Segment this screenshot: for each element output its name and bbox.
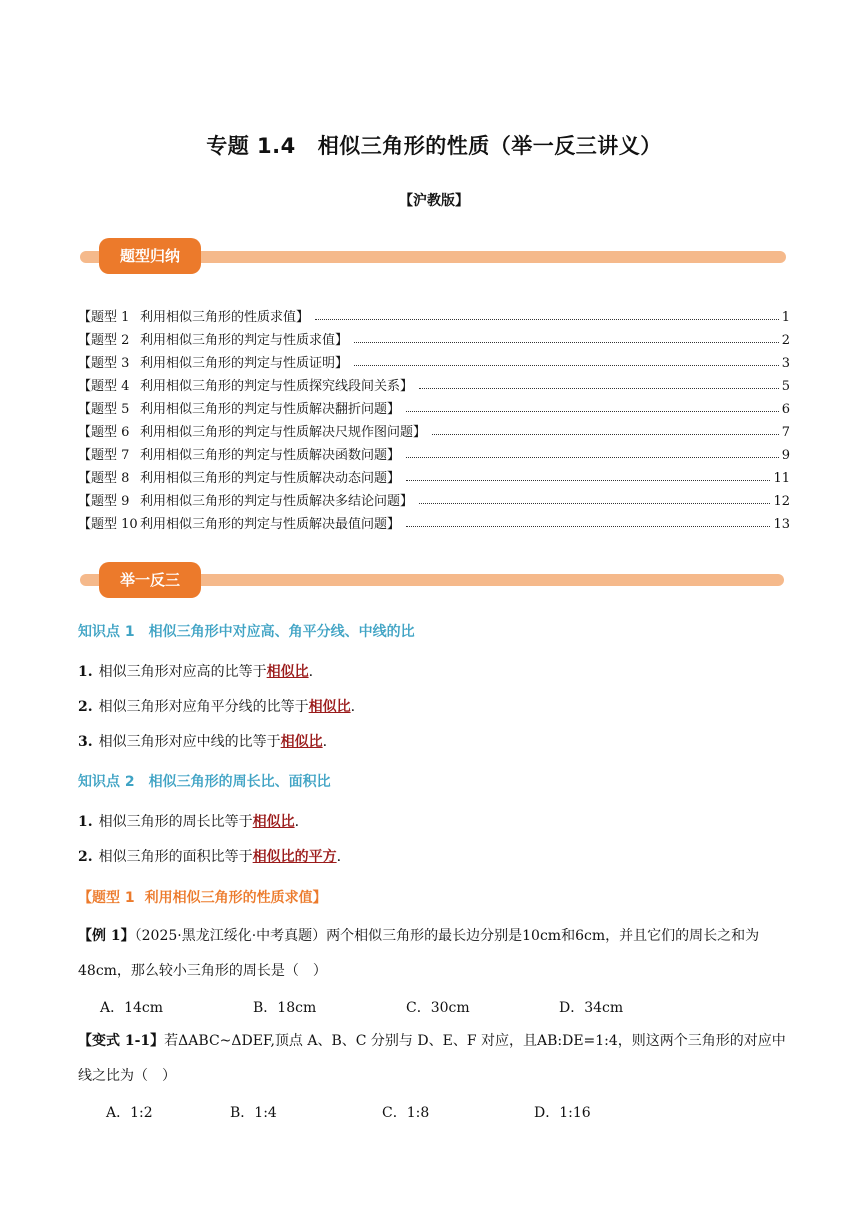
item-highlight: 相似比 (280, 734, 323, 750)
list-item (78, 811, 299, 831)
toc-num: 【题型 1 (78, 310, 130, 325)
toc-leader (419, 503, 770, 504)
item-end: . (336, 849, 342, 865)
option-a[interactable]: A．1:2 (106, 1105, 153, 1121)
item-number: 2. (78, 699, 93, 715)
toc-text: 利用相似三角形的判定与性质证明】 (140, 356, 349, 371)
toc-num: 【题型 8 (78, 471, 130, 486)
toc-page: 5 (781, 379, 790, 394)
item-highlight: 相似比 (252, 814, 295, 830)
toc-row[interactable] (78, 509, 790, 532)
toc-page: 11 (773, 471, 790, 486)
kp-title: 相似三角形中对应高、角平分线、中线的比 (148, 624, 415, 640)
item-end: . (294, 814, 300, 830)
toc-page: 9 (781, 448, 790, 463)
option-b[interactable]: B．1:4 (230, 1105, 277, 1121)
type-title: 利用相似三角形的性质求值】 (144, 890, 327, 906)
toc-num: 【题型 7 (78, 448, 130, 463)
toc-row[interactable] (78, 325, 790, 348)
example-question (78, 919, 792, 989)
kp-tag: 知识点 1 (78, 624, 135, 640)
toc-text: 利用相似三角形的判定与性质解决动态问题】 (140, 471, 401, 486)
item-highlight: 相似比的平方 (252, 849, 337, 865)
answer-options (100, 997, 623, 1017)
toc-num: 【题型 4 (78, 379, 130, 394)
list-item (78, 661, 313, 681)
toc-page: 13 (773, 517, 790, 532)
toc-page: 1 (781, 310, 790, 325)
variant-label: 【变式 1-1】 (78, 1033, 165, 1049)
toc-row[interactable] (78, 302, 790, 325)
item-text: 相似三角形对应高的比等于 (98, 664, 267, 680)
item-text: 相似三角形对应中线的比等于 (98, 734, 281, 750)
item-end: . (308, 664, 314, 680)
type-heading (78, 887, 327, 907)
section-label-examples: 举一反三 (99, 562, 201, 598)
item-text: 相似三角形的周长比等于 (98, 814, 253, 830)
toc-num: 【题型 9 (78, 494, 130, 509)
item-end: . (350, 699, 356, 715)
item-highlight: 相似比 (308, 699, 351, 715)
toc-text: 利用相似三角形的判定与性质解决尺规作图问题】 (140, 425, 427, 440)
item-text: 相似三角形的面积比等于 (98, 849, 253, 865)
table-of-contents (78, 302, 790, 532)
toc-leader (354, 365, 779, 366)
toc-text: 利用相似三角形的判定与性质解决多结论问题】 (140, 494, 414, 509)
option-d[interactable]: D．1:16 (534, 1105, 591, 1121)
option-c[interactable]: C．30cm (406, 1000, 470, 1016)
variant-text: 若ΔABC~ΔDEF,顶点 A、B、C 分别与 D、E、F 对应，且AB:DE=1:4，则这两个三角形的对应中线之比为（ ） (78, 1033, 786, 1084)
toc-text: 利用相似三角形的判定与性质求值】 (140, 333, 349, 348)
toc-text: 利用相似三角形的判定与性质解决最值问题】 (140, 517, 401, 532)
title-main: 相似三角形的性质（举一反三讲义） (317, 134, 662, 158)
example-label: 【例 1】 (78, 928, 135, 944)
toc-leader (419, 388, 779, 389)
item-number: 1. (78, 664, 93, 680)
list-item (78, 731, 327, 751)
toc-leader (406, 526, 770, 527)
toc-text: 利用相似三角形的性质求值】 (140, 310, 310, 325)
toc-num: 【题型 2 (78, 333, 130, 348)
knowledge-point-heading (78, 621, 415, 641)
toc-leader (354, 342, 779, 343)
option-c[interactable]: C．1:8 (382, 1105, 430, 1121)
item-number: 1. (78, 814, 93, 830)
toc-page: 12 (773, 494, 790, 509)
list-item (78, 846, 341, 866)
kp-tag: 知识点 2 (78, 774, 135, 790)
toc-num: 【题型 6 (78, 425, 130, 440)
toc-num: 【题型 10 (78, 517, 138, 532)
toc-leader (432, 434, 779, 435)
toc-num: 【题型 5 (78, 402, 130, 417)
list-item (78, 696, 355, 716)
example-text: （2025·黑龙江绥化·中考真题）两个相似三角形的最长边分别是10cm和6cm，并且它们的周长之和为48cm，那么较小三角形的周长是（ ） (78, 928, 760, 979)
toc-text: 利用相似三角形的判定与性质探究线段间关系】 (140, 379, 414, 394)
edition-label: 【沪教版】 (399, 193, 469, 209)
variant-question (78, 1024, 792, 1094)
option-a[interactable]: A．14cm (100, 1000, 164, 1016)
toc-row[interactable] (78, 440, 790, 463)
toc-page: 7 (781, 425, 790, 440)
toc-row[interactable] (78, 486, 790, 509)
toc-row[interactable] (78, 417, 790, 440)
toc-leader (406, 411, 779, 412)
toc-row[interactable] (78, 463, 790, 486)
toc-num: 【题型 3 (78, 356, 130, 371)
toc-page: 3 (781, 356, 790, 371)
item-end: . (322, 734, 328, 750)
toc-text: 利用相似三角形的判定与性质解决函数问题】 (140, 448, 401, 463)
toc-leader (406, 457, 779, 458)
answer-options (106, 1102, 591, 1122)
toc-page: 6 (781, 402, 790, 417)
toc-leader (406, 480, 770, 481)
option-b[interactable]: B．18cm (253, 1000, 317, 1016)
knowledge-point-heading (78, 771, 331, 791)
option-d[interactable]: D．34cm (559, 1000, 624, 1016)
item-number: 2. (78, 849, 93, 865)
toc-row[interactable] (78, 371, 790, 394)
toc-leader (315, 319, 779, 320)
item-text: 相似三角形对应角平分线的比等于 (98, 699, 309, 715)
title-prefix: 专题 1.4 (206, 134, 296, 158)
item-highlight: 相似比 (266, 664, 309, 680)
toc-row[interactable] (78, 348, 790, 371)
page-title (0, 130, 868, 160)
section-label-types: 题型归纳 (99, 238, 201, 274)
toc-row[interactable] (78, 394, 790, 417)
toc-page: 2 (781, 333, 790, 348)
item-number: 3. (78, 734, 93, 750)
type-tag: 【题型 1 (78, 890, 135, 906)
kp-title: 相似三角形的周长比、面积比 (148, 774, 331, 790)
toc-text: 利用相似三角形的判定与性质解决翻折问题】 (140, 402, 401, 417)
